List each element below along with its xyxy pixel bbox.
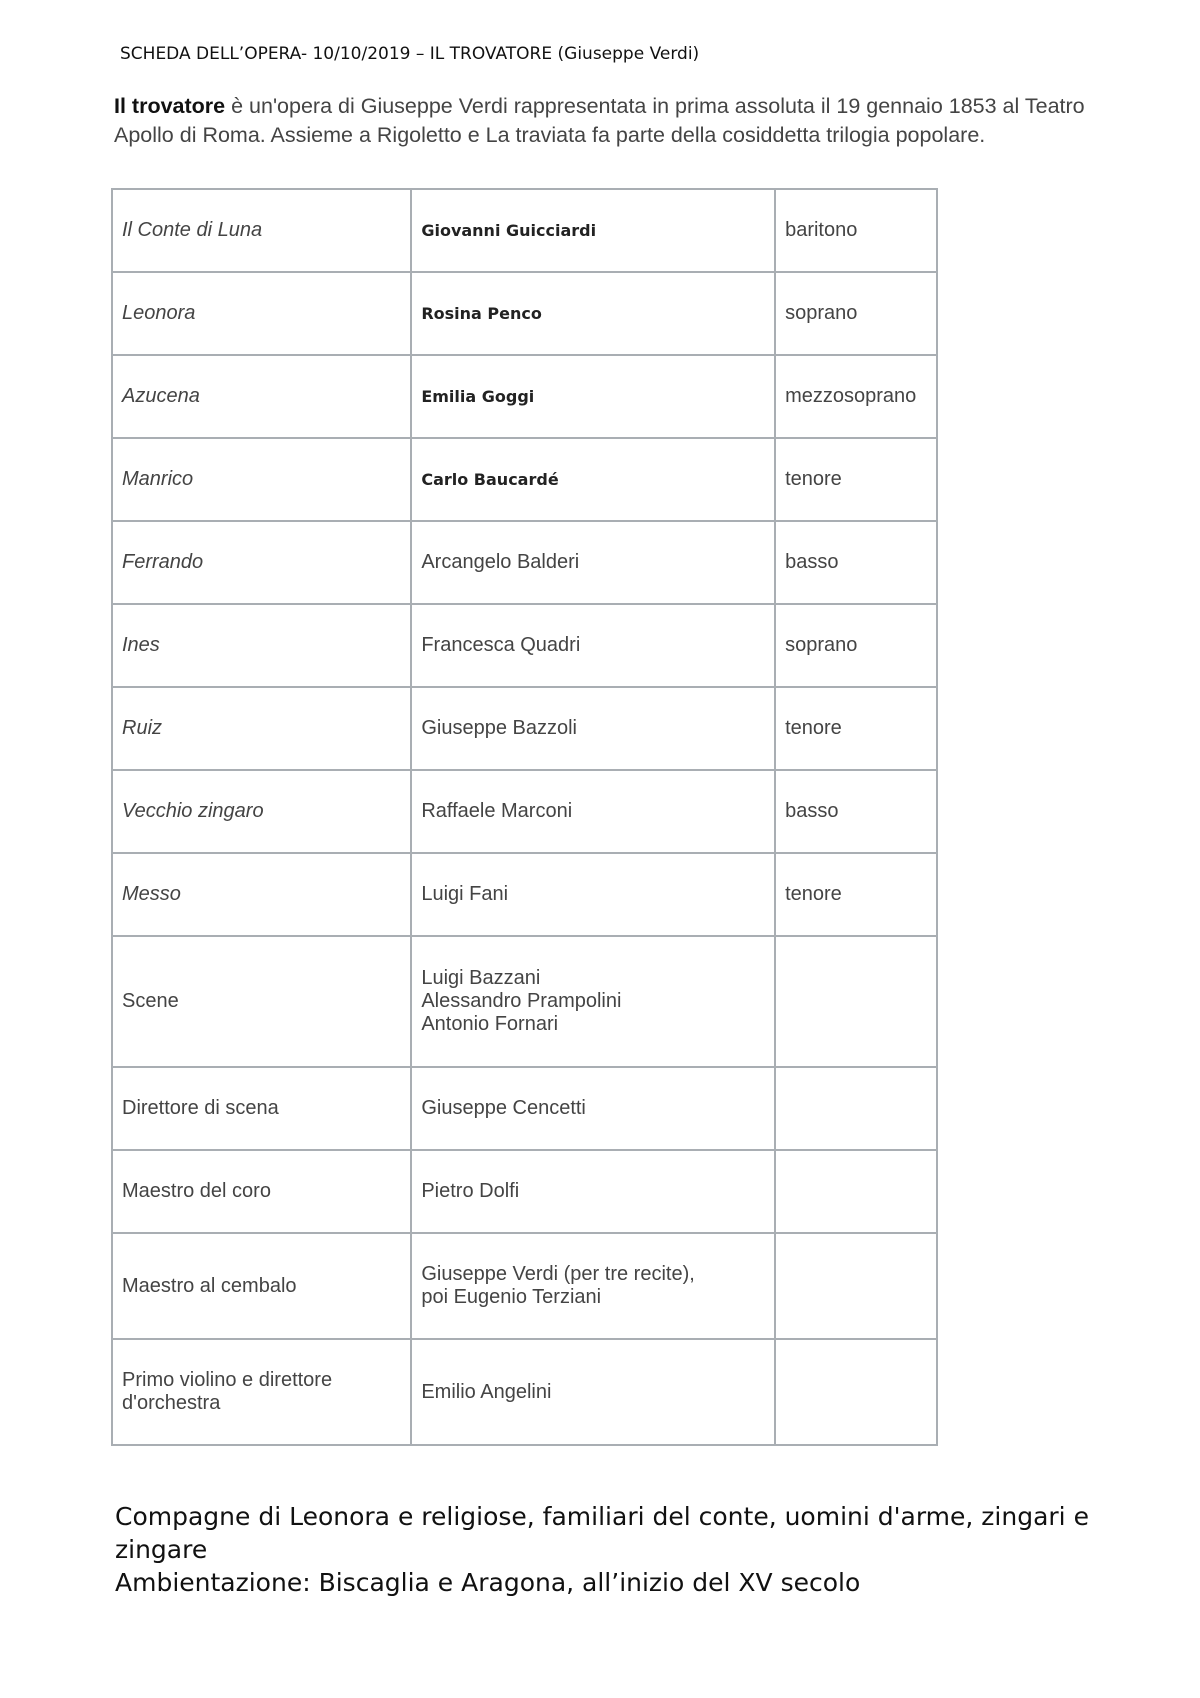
table-row — [112, 438, 937, 521]
performer-cell: Francesca Quadri — [411, 604, 775, 687]
performer-line: Alessandro Prampolini — [421, 990, 622, 1012]
role-cell: Maestro al cembalo — [112, 1233, 411, 1339]
role-cell: Primo violino e direttore d'orchestra — [112, 1339, 411, 1445]
performer-cell — [411, 936, 775, 1067]
intro-paragraph — [114, 92, 1104, 150]
voice-cell: basso — [775, 770, 937, 853]
performer-cell — [411, 1233, 775, 1339]
voice-cell: baritono — [775, 189, 937, 272]
voice-cell — [775, 1067, 937, 1150]
table-row — [112, 1150, 937, 1233]
voice-cell — [775, 1339, 937, 1445]
performer-cell: Emilia Goggi — [411, 355, 775, 438]
table-row — [112, 687, 937, 770]
role-cell: Scene — [112, 936, 411, 1067]
role-cell: Manrico — [112, 438, 411, 521]
setting-note: Ambientazione: Biscaglia e Aragona, all’inizio del XV secolo — [115, 1568, 861, 1597]
role-cell: Maestro del coro — [112, 1150, 411, 1233]
performer-cell: Pietro Dolfi — [411, 1150, 775, 1233]
role-cell: Vecchio zingaro — [112, 770, 411, 853]
role-cell: Messo — [112, 853, 411, 936]
voice-cell: tenore — [775, 687, 937, 770]
performer-cell: Arcangelo Balderi — [411, 521, 775, 604]
document-header: SCHEDA DELL’OPERA- 10/10/2019 – IL TROVATORE (Giuseppe Verdi) — [120, 44, 700, 64]
role-cell: Ruiz — [112, 687, 411, 770]
performer-cell: Giovanni Guicciardi — [411, 189, 775, 272]
voice-cell: tenore — [775, 853, 937, 936]
performer-line: Luigi Bazzani — [421, 967, 541, 989]
voice-cell: basso — [775, 521, 937, 604]
role-cell: Leonora — [112, 272, 411, 355]
performer-cell: Giuseppe Bazzoli — [411, 687, 775, 770]
performer-cell: Emilio Angelini — [411, 1339, 775, 1445]
role-cell: Azucena — [112, 355, 411, 438]
performer-cell: Raffaele Marconi — [411, 770, 775, 853]
role-cell: Il Conte di Luna — [112, 189, 411, 272]
table-row — [112, 1233, 937, 1339]
performer-line: poi Eugenio Terziani — [421, 1286, 602, 1308]
table-row — [112, 1067, 937, 1150]
table-row — [112, 272, 937, 355]
performer-line: Antonio Fornari — [421, 1013, 559, 1035]
voice-cell — [775, 1150, 937, 1233]
footer-notes — [115, 1500, 1115, 1599]
cast-table — [111, 188, 938, 1446]
table-row — [112, 355, 937, 438]
chorus-note: Compagne di Leonora e religiose, familiari del conte, uomini d'arme, zingari e zingare — [115, 1502, 1089, 1564]
performer-line: Giuseppe Verdi (per tre recite), — [421, 1263, 695, 1285]
table-row — [112, 853, 937, 936]
intro-text: è un'opera di Giuseppe Verdi rappresentata in prima assoluta il 19 gennaio 1853 al Teatro Apollo di Roma. Assieme a Rigoletto e La traviata fa parte della cosiddetta trilogia popolare. — [114, 94, 1085, 147]
voice-cell: soprano — [775, 272, 937, 355]
voice-cell: tenore — [775, 438, 937, 521]
performer-cell: Rosina Penco — [411, 272, 775, 355]
table-row — [112, 936, 937, 1067]
role-cell: Ferrando — [112, 521, 411, 604]
role-cell: Direttore di scena — [112, 1067, 411, 1150]
voice-cell — [775, 936, 937, 1067]
performer-cell: Carlo Baucardé — [411, 438, 775, 521]
performer-cell: Giuseppe Cencetti — [411, 1067, 775, 1150]
table-row — [112, 604, 937, 687]
voice-cell: soprano — [775, 604, 937, 687]
table-row — [112, 770, 937, 853]
role-cell: Ines — [112, 604, 411, 687]
voice-cell — [775, 1233, 937, 1339]
table-row — [112, 189, 937, 272]
table-row — [112, 521, 937, 604]
voice-cell: mezzosoprano — [775, 355, 937, 438]
table-row — [112, 1339, 937, 1445]
performer-cell: Luigi Fani — [411, 853, 775, 936]
opera-title: Il trovatore — [114, 94, 226, 118]
